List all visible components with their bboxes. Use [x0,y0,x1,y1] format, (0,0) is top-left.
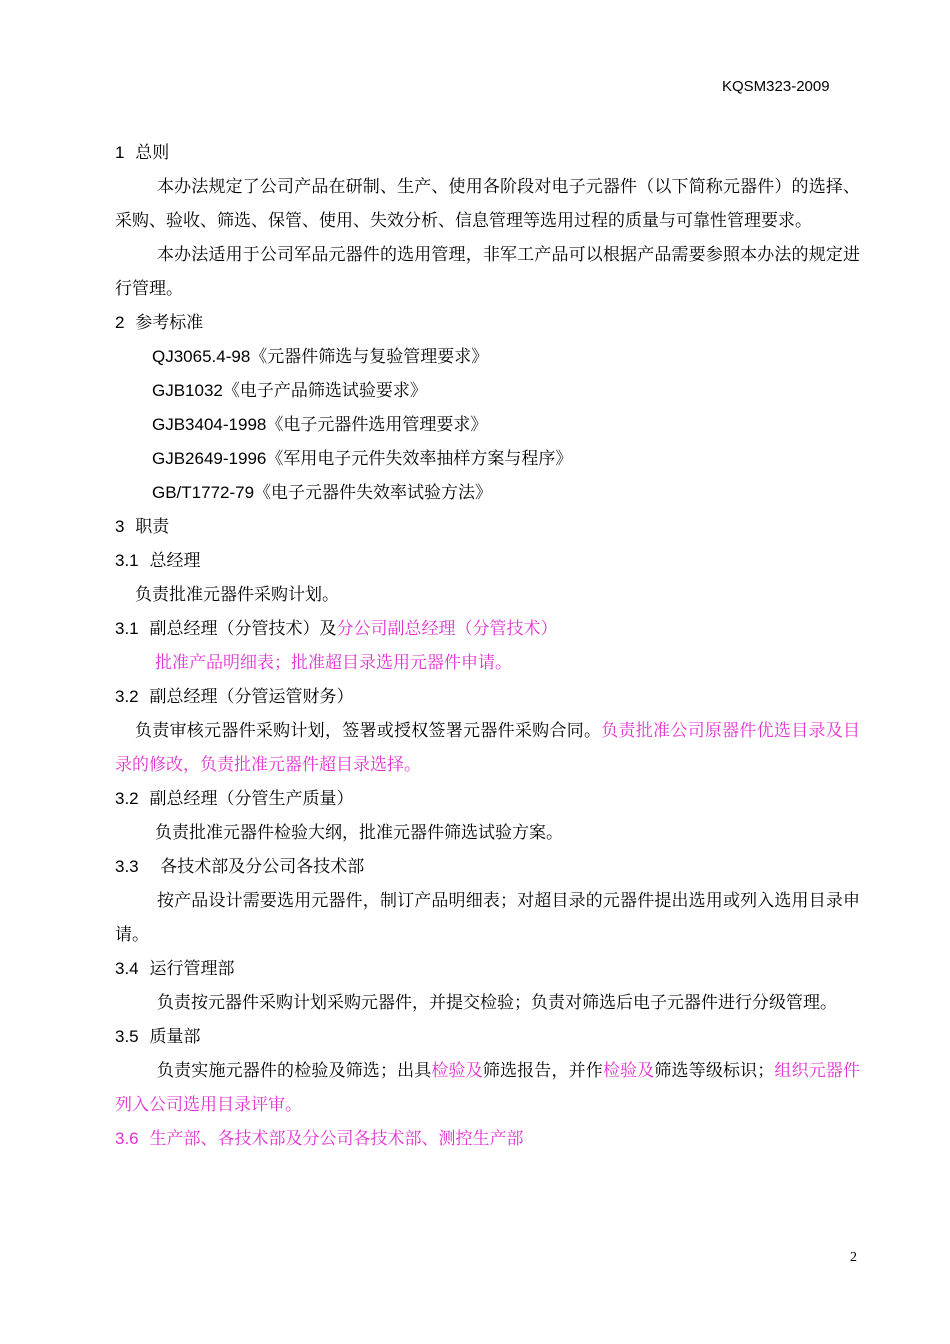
heading-section-2: 2 参考标准 [115,313,204,333]
heading-section-3-2-deputy-quality: 3.2 副总经理（分管生产质量） [115,789,354,809]
heading-section-1: 1 总则 [115,143,170,163]
highlighted-text: 负责批准公司原器件优选 [601,721,792,741]
heading-section-3-3: 3.3 各技术部及分公司各技术部 [115,857,365,877]
highlighted-text: 检验及 [602,1061,655,1081]
highlighted-text: 组 [774,1061,792,1081]
reference-item: GJB1032《电子产品筛选试验要求》 [152,381,427,401]
paragraph-scope: 本办法规定了公司产品在研制、生产、使用各阶段对电子元器件（以下简称元器件）的选择、采购、验收、筛选、保管、使用、失效分析、信息管理等选用过程的质量与可靠性管理要求。 [115,177,860,231]
paragraph-deputy-ops: 负责审核元器件采购计划，签署或授权签署元器件采购合同。负责批准公司原器件优选目录及目录的修改，负责批准元器件超目录选择。 [115,721,861,775]
page-number: 2 [850,1250,857,1265]
heading-section-3-5: 3.5 质量部 [115,1027,201,1047]
document-id: KQSM323-2009 [722,78,830,95]
highlighted-text: 检验及 [431,1061,483,1081]
paragraph-tech-depts: 按产品设计需要选用元器件，制订产品明细表；对超目录的元器件提出选用或列入选用目录申请。 [115,891,860,945]
paragraph-applicability: 本办法适用于公司军品元器件的选用管理，非军工产品可以根据产品需要参照本办法的规定进行管理。 [115,245,860,299]
paragraph-general-manager: 负责批准元器件采购计划。 [135,585,339,605]
heading-section-3-2-deputy-ops: 3.2 副总经理（分管运管财务） [115,687,354,707]
heading-section-3-6: 3.6 生产部、各技术部及分公司各技术部、测控生产部 [115,1129,524,1149]
document-body [115,136,860,1156]
reference-item: GJB2649-1996《军用电子元件失效率抽样方案与程序》 [152,449,573,469]
heading-section-3: 3 职责 [115,517,170,537]
heading-section-3-1-deputy-tech: 3.1 副总经理（分管技术）及分公司副总经理（分管技术） [115,619,558,639]
reference-item: GJB3404-1998《电子元器件选用管理要求》 [152,415,488,435]
paragraph-quality-dept: 负责实施元器件的检验及筛选；出具检验及筛选报告，并作检验及筛选等级标识；组织元器件列入公司选用目录评审。 [115,1061,861,1115]
highlighted-text: 织元器件列入公司选用目录评审。 [115,1061,861,1115]
highlighted-text: 分公司副总经理（分管技术） [336,619,558,639]
heading-section-3-4: 3.4 运行管理部 [115,959,235,979]
highlighted-text: 目录及目录的修改，负责批准元器件超目录选择。 [115,721,861,775]
reference-item: GB/T1772-79《电子元器件失效率试验方法》 [152,483,493,503]
heading-section-3-1: 3.1 总经理 [115,551,201,571]
paragraph-deputy-tech: 批准产品明细表；批准超目录选用元器件申请。 [155,653,512,673]
paragraph-operations-dept: 负责按元器件采购计划采购元器件，并提交检验；负责对筛选后电子元器件进行分级管理。 [157,993,837,1013]
reference-item: QJ3065.4-98《元器件筛选与复验管理要求》 [152,347,489,367]
paragraph-deputy-quality: 负责批准元器件检验大纲，批准元器件筛选试验方案。 [155,823,563,843]
